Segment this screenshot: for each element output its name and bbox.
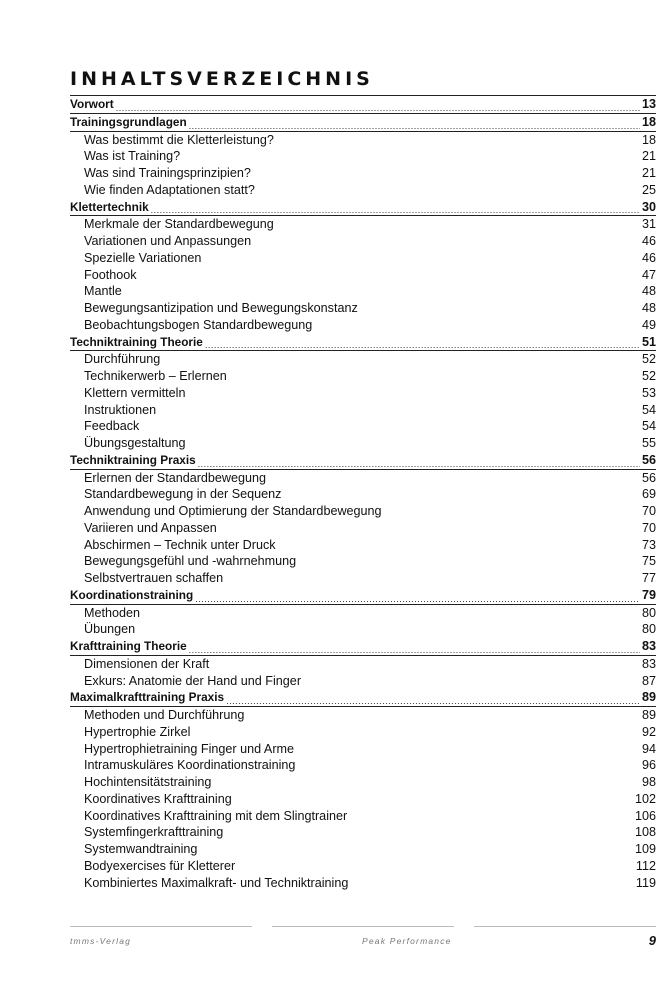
toc-chapter-row xyxy=(70,587,656,605)
toc-leader-dots xyxy=(276,134,640,148)
toc-chapter-row xyxy=(70,638,656,656)
toc-entry-label: Übungsgestaltung xyxy=(84,436,186,450)
toc-leader-dots xyxy=(268,472,640,486)
toc-entry-label: Was ist Training? xyxy=(84,149,181,164)
toc-entry-label: Erlernen der Standardbewegung xyxy=(84,470,267,485)
toc-chapter-row xyxy=(70,96,656,114)
toc-section-row xyxy=(70,435,656,452)
toc-leader-dots xyxy=(297,760,640,774)
toc-entry-label: Koordinatives Krafttraining xyxy=(84,791,232,806)
toc-leader-dots xyxy=(276,219,640,233)
toc-page-number: 69 xyxy=(641,487,656,502)
toc-page-number: 112 xyxy=(635,858,656,873)
toc-chapter-row xyxy=(70,114,656,132)
toc-page-number: 52 xyxy=(641,369,656,383)
toc-page-number: 21 xyxy=(641,166,656,180)
toc-section-row xyxy=(70,656,656,673)
toc-page-number: 13 xyxy=(641,97,656,111)
toc-entry-label: Exkurs: Anatomie der Hand und Finger xyxy=(84,673,302,688)
toc-section-row xyxy=(70,216,656,233)
toc-leader-dots xyxy=(283,489,640,503)
toc-leader-dots xyxy=(211,659,640,673)
toc-leader-dots xyxy=(141,421,640,435)
toc-page-number: 51 xyxy=(641,334,656,349)
footer-rule-right xyxy=(474,926,656,927)
toc-entry-label: Feedback xyxy=(84,419,140,434)
toc-page-number: 46 xyxy=(641,234,656,248)
toc-section-row xyxy=(70,283,656,300)
toc-page-number: 46 xyxy=(641,250,656,265)
toc-page-number: 56 xyxy=(641,470,656,485)
toc-section-row xyxy=(70,300,656,317)
toc-leader-dots xyxy=(139,269,640,283)
toc-leader-dots xyxy=(349,810,633,824)
toc-leader-dots xyxy=(253,168,640,182)
toc-section-row xyxy=(70,537,656,554)
toc-leader-dots xyxy=(188,388,640,402)
toc-page-number: 87 xyxy=(641,673,656,688)
toc-section-row xyxy=(70,875,656,892)
toc-leader-dots xyxy=(199,844,633,858)
toc-page-number: 56 xyxy=(641,452,656,467)
toc-leader-dots xyxy=(137,624,640,638)
toc-entry-label: Instruktionen xyxy=(84,402,157,417)
toc-section-row xyxy=(70,418,656,435)
toc-leader-dots xyxy=(205,336,640,350)
page-footer xyxy=(70,926,656,950)
toc-entry-label: Variieren und Anpassen xyxy=(84,520,217,535)
toc-page-number: 54 xyxy=(641,402,656,417)
toc-entry-label: Methoden und Durchführung xyxy=(84,708,245,722)
toc-entry-label: Methoden xyxy=(84,605,141,620)
toc-leader-dots xyxy=(116,99,640,113)
toc-page-number: 108 xyxy=(634,825,656,840)
toc-entry-label: Übungen xyxy=(84,622,136,637)
toc-entry-label: Hochintensitätstraining xyxy=(84,775,212,789)
toc-section-row xyxy=(70,757,656,774)
toc-section-row xyxy=(70,741,656,758)
toc-entry-label: Foothook xyxy=(84,267,137,282)
toc-section-row xyxy=(70,774,656,791)
toc-leader-dots xyxy=(158,404,640,418)
toc-entry-label: Klettertechnik xyxy=(70,199,149,214)
toc-leader-dots xyxy=(226,692,640,706)
toc-entry-label: Was sind Trainingsprinzipien? xyxy=(84,166,251,180)
toc-section-row xyxy=(70,470,656,487)
toc-entry-label: Hypertrophietraining Finger und Arme xyxy=(84,741,295,756)
toc-entry-label: Klettern vermitteln xyxy=(84,385,186,400)
footer-publisher: tmms-Verlag xyxy=(70,936,132,946)
toc-page-number: 102 xyxy=(634,791,656,806)
toc-section-row xyxy=(70,250,656,267)
toc-section-row xyxy=(70,707,656,724)
toc-entry-label: Wie finden Adaptationen statt? xyxy=(84,182,255,197)
toc-leader-dots xyxy=(189,641,640,655)
toc-page-number: 119 xyxy=(635,875,656,890)
toc-section-row xyxy=(70,808,656,825)
toc-section-row xyxy=(70,621,656,638)
toc-section-row xyxy=(70,165,656,182)
footer-book-title: Peak Performance xyxy=(362,936,452,946)
toc-entry-label: Bewegungsantizipation und Bewegungskonstanz xyxy=(84,301,358,315)
toc-section-row xyxy=(70,673,656,690)
toc-page-number: 21 xyxy=(641,149,656,164)
toc-leader-dots xyxy=(234,794,633,808)
toc-page-number: 55 xyxy=(641,436,656,450)
toc-section-row xyxy=(70,553,656,570)
toc-entry-label: Techniktraining Praxis xyxy=(70,452,196,467)
toc-leader-dots xyxy=(229,371,640,385)
toc-leader-dots xyxy=(296,743,640,757)
toc-entry-label: Krafttraining Theorie xyxy=(70,639,187,653)
toc-section-row xyxy=(70,824,656,841)
toc-section-row xyxy=(70,402,656,419)
toc-page-number: 83 xyxy=(641,639,656,653)
toc-page-number: 70 xyxy=(641,520,656,535)
toc-leader-dots xyxy=(257,185,640,199)
toc-chapter-row xyxy=(70,689,656,707)
toc-section-row xyxy=(70,486,656,503)
footer-page-number: 9 xyxy=(648,933,656,948)
toc-page-number: 18 xyxy=(641,114,656,129)
toc-leader-dots xyxy=(203,253,640,267)
toc-section-row xyxy=(70,605,656,622)
toc-entry-label: Abschirmen – Technik unter Druck xyxy=(84,537,276,552)
toc-section-row xyxy=(70,148,656,165)
toc-entry-label: Merkmale der Standardbewegung xyxy=(84,217,274,232)
toc-entry-label: Anwendung und Optimierung der Standardbewegung xyxy=(84,504,382,518)
toc-page-number: 73 xyxy=(641,537,656,552)
toc-section-row xyxy=(70,182,656,199)
toc-page-number: 48 xyxy=(641,284,656,299)
toc-entry-label: Variationen und Anpassungen xyxy=(84,234,252,248)
toc-section-row xyxy=(70,858,656,875)
toc-page-number: 92 xyxy=(641,724,656,739)
toc-page-number: 30 xyxy=(641,199,656,214)
toc-page-number: 109 xyxy=(634,842,656,856)
toc-leader-dots xyxy=(314,320,640,334)
toc-entry-label: Koordinatives Krafttraining mit dem Slingtrainer xyxy=(84,808,348,823)
toc-entry-label: Hypertrophie Zirkel xyxy=(84,724,191,739)
toc-leader-dots xyxy=(384,506,640,520)
toc-entry-label: Beobachtungsbogen Standardbewegung xyxy=(84,317,313,332)
toc-entry-label: Koordinationstraining xyxy=(70,587,194,602)
toc-page-number: 83 xyxy=(641,656,656,671)
toc-entry-label: Selbstvertrauen schaffen xyxy=(84,571,224,585)
toc-chapter-row xyxy=(70,199,656,217)
toc-section-row xyxy=(70,791,656,808)
toc-entry-label: Kombiniertes Maximalkraft- und Techniktraining xyxy=(84,875,349,890)
toc-page-number: 80 xyxy=(641,622,656,637)
toc-leader-dots xyxy=(225,573,640,587)
toc-leader-dots xyxy=(303,675,640,689)
toc-leader-dots xyxy=(213,777,640,791)
toc-page-number: 25 xyxy=(641,182,656,197)
toc-leader-dots xyxy=(188,438,640,452)
toc-entry-label: Techniktraining Theorie xyxy=(70,334,203,349)
toc-section-row xyxy=(70,267,656,284)
toc-section-row xyxy=(70,520,656,537)
toc-page-number: 98 xyxy=(641,775,656,789)
toc-section-row xyxy=(70,351,656,368)
toc-section-row xyxy=(70,570,656,587)
toc-leader-dots xyxy=(246,710,640,724)
footer-rule-center xyxy=(272,926,454,927)
toc-entry-label: Trainingsgrundlagen xyxy=(70,114,187,129)
toc-section-row xyxy=(70,385,656,402)
toc-page-number: 89 xyxy=(641,690,656,705)
toc-entry-label: Systemwandtraining xyxy=(84,842,198,856)
toc-page-number: 106 xyxy=(634,808,656,823)
toc-page-number: 52 xyxy=(641,352,656,367)
toc-entry-label: Vorwort xyxy=(70,97,114,111)
toc-page-number: 49 xyxy=(641,317,656,332)
toc-page-number: 18 xyxy=(641,132,656,147)
toc-entry-label: Spezielle Variationen xyxy=(84,250,202,265)
toc-page-number: 48 xyxy=(641,301,656,315)
toc-page-number: 80 xyxy=(641,605,656,620)
toc-leader-dots xyxy=(253,236,640,250)
toc-chapter-row xyxy=(70,452,656,470)
toc-leader-dots xyxy=(162,354,640,368)
toc-page-number: 79 xyxy=(641,587,656,602)
toc-leader-dots xyxy=(151,201,640,215)
table-of-contents xyxy=(70,95,656,891)
toc-leader-dots xyxy=(219,523,640,537)
toc-entry-label: Systemfingerkrafttraining xyxy=(84,825,224,840)
toc-page-number: 96 xyxy=(641,758,656,773)
toc-section-row xyxy=(70,724,656,741)
toc-leader-dots xyxy=(278,539,640,553)
toc-leader-dots xyxy=(192,727,640,741)
toc-entry-label: Mantle xyxy=(84,284,122,299)
toc-page-number: 70 xyxy=(641,504,656,518)
toc-page-number: 94 xyxy=(641,741,656,756)
toc-entry-label: Dimensionen der Kraft xyxy=(84,656,210,671)
toc-section-row xyxy=(70,368,656,385)
toc-entry-label: Durchführung xyxy=(84,352,161,367)
toc-section-row xyxy=(70,132,656,149)
toc-leader-dots xyxy=(237,861,634,875)
toc-leader-dots xyxy=(142,607,640,621)
footer-rule-left xyxy=(70,926,252,927)
toc-section-row xyxy=(70,233,656,250)
toc-leader-dots xyxy=(195,590,640,604)
toc-page-number: 75 xyxy=(641,554,656,569)
toc-entry-label: Bodyexercises für Kletterer xyxy=(84,858,236,873)
toc-entry-label: Standardbewegung in der Sequenz xyxy=(84,487,282,502)
toc-section-row xyxy=(70,503,656,520)
toc-leader-dots xyxy=(350,877,634,891)
toc-page-number: 47 xyxy=(641,267,656,282)
page-title: INHALTSVERZEICHNIS xyxy=(70,68,374,90)
toc-page-number: 54 xyxy=(641,419,656,434)
toc-chapter-row xyxy=(70,334,656,352)
toc-leader-dots xyxy=(182,151,640,165)
toc-leader-dots xyxy=(198,455,640,469)
toc-section-row xyxy=(70,317,656,334)
toc-page-number: 89 xyxy=(641,708,656,722)
toc-leader-dots xyxy=(225,827,633,841)
toc-page-number: 77 xyxy=(641,571,656,585)
toc-entry-label: Was bestimmt die Kletterleistung? xyxy=(84,132,274,147)
toc-leader-dots xyxy=(189,117,640,131)
toc-page-number: 53 xyxy=(641,385,656,400)
toc-page-number: 31 xyxy=(641,217,656,232)
toc-leader-dots xyxy=(298,556,640,570)
toc-entry-label: Intramuskuläres Koordinationstraining xyxy=(84,758,296,773)
toc-entry-label: Bewegungsgefühl und -wahrnehmung xyxy=(84,554,297,569)
toc-entry-label: Maximalkrafttraining Praxis xyxy=(70,690,225,705)
toc-entry-label: Technikerwerb – Erlernen xyxy=(84,369,227,383)
toc-section-row xyxy=(70,841,656,858)
toc-leader-dots xyxy=(360,303,640,317)
toc-leader-dots xyxy=(124,286,640,300)
